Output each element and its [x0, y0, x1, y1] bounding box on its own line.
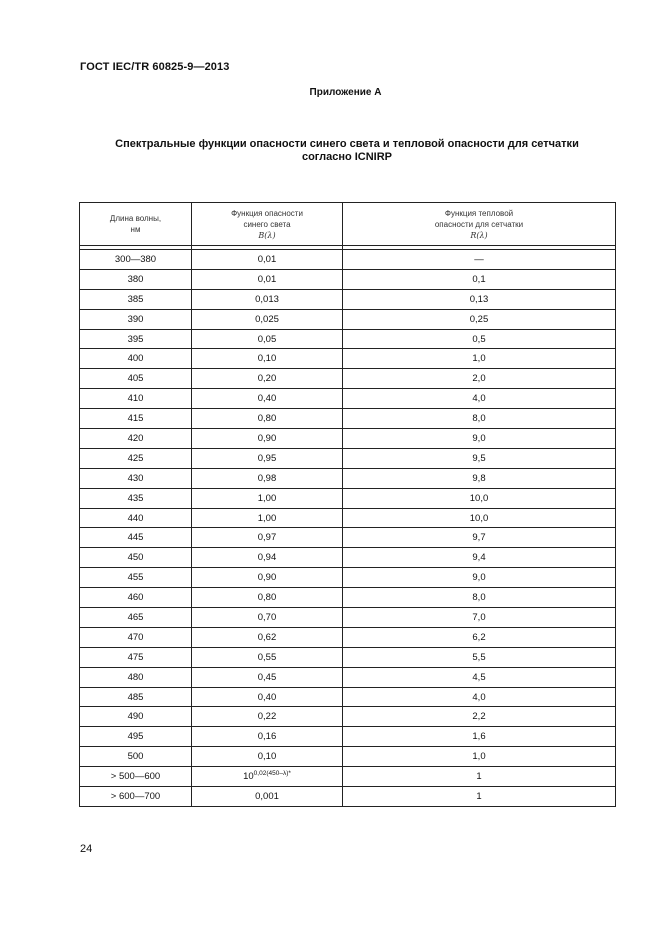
header-wavelength-line2: нм	[130, 225, 141, 234]
cell-thermal: 9,0	[343, 568, 616, 588]
cell-wavelength: 420	[80, 429, 192, 449]
cell-wavelength: 440	[80, 508, 192, 528]
cell-blue: 0,40	[192, 687, 343, 707]
table-row	[80, 588, 616, 608]
table-row	[80, 429, 616, 449]
cell-thermal: 2,0	[343, 369, 616, 389]
cell-thermal: 5,5	[343, 647, 616, 667]
cell-blue: 0,55	[192, 647, 343, 667]
cell-wavelength: 435	[80, 488, 192, 508]
cell-thermal: 10,0	[343, 508, 616, 528]
cell-blue: 0,40	[192, 389, 343, 409]
cell-blue: 0,80	[192, 409, 343, 429]
cell-wavelength: 445	[80, 528, 192, 548]
cell-blue: 0,80	[192, 588, 343, 608]
table-row	[80, 468, 616, 488]
cell-blue: 0,98	[192, 468, 343, 488]
cell-wavelength: 410	[80, 389, 192, 409]
table-row	[80, 568, 616, 588]
table-row	[80, 448, 616, 468]
header-blue-line1: Функция опасности	[231, 208, 303, 218]
cell-thermal: 9,7	[343, 528, 616, 548]
cell-wavelength: 425	[80, 448, 192, 468]
cell-thermal: 1,6	[343, 727, 616, 747]
cell-thermal: 9,8	[343, 468, 616, 488]
table-row	[80, 369, 616, 389]
cell-wavelength: 400	[80, 349, 192, 369]
cell-thermal: 9,5	[343, 448, 616, 468]
cell-wavelength: 430	[80, 468, 192, 488]
cell-thermal: 1	[343, 787, 616, 807]
cell-wavelength: > 600—700	[80, 787, 192, 807]
cell-blue: 1,00	[192, 508, 343, 528]
header-blue-line2: синего света	[243, 219, 291, 229]
table-row	[80, 409, 616, 429]
formula-exponent: 0,02(450–λ)*	[253, 770, 291, 778]
cell-blue: 0,001	[192, 787, 343, 807]
header-thermal-line2: опасности для сетчатки	[434, 219, 524, 229]
table-row	[80, 508, 616, 528]
cell-blue: 0,62	[192, 627, 343, 647]
cell-blue: 0,94	[192, 548, 343, 568]
cell-blue: 0,95	[192, 448, 343, 468]
cell-blue: 0,16	[192, 727, 343, 747]
cell-blue: 0,20	[192, 369, 343, 389]
table-row	[80, 289, 616, 309]
table-row	[80, 627, 616, 647]
cell-wavelength: 450	[80, 548, 192, 568]
cell-wavelength: 480	[80, 667, 192, 687]
cell-wavelength: 470	[80, 627, 192, 647]
cell-thermal: 8,0	[343, 588, 616, 608]
cell-wavelength: 300—380	[80, 250, 192, 270]
table-row	[80, 747, 616, 767]
header-wavelength	[80, 203, 192, 246]
annex-label: Приложение А	[309, 87, 382, 98]
header-wavelength-line1: Длина волны,	[109, 214, 162, 223]
table-row	[80, 707, 616, 727]
cell-thermal: —	[343, 250, 616, 270]
cell-thermal: 1	[343, 767, 616, 787]
cell-blue: 0,45	[192, 667, 343, 687]
cell-thermal: 4,5	[343, 667, 616, 687]
cell-wavelength: 465	[80, 608, 192, 628]
cell-blue: 0,97	[192, 528, 343, 548]
table-row	[80, 250, 616, 270]
standard-designation: ГОСТ IEC/TR 60825-9—2013	[80, 61, 230, 73]
cell-wavelength: 380	[80, 269, 192, 289]
cell-wavelength: 460	[80, 588, 192, 608]
table-row	[80, 687, 616, 707]
page-number: 24	[80, 843, 93, 855]
table-row	[80, 389, 616, 409]
table-row	[80, 349, 616, 369]
cell-thermal: 0,5	[343, 329, 616, 349]
cell-blue: 1,00	[192, 488, 343, 508]
table-row	[80, 548, 616, 568]
title-line-2: согласно ICNIRP	[301, 151, 393, 163]
cell-thermal: 6,2	[343, 627, 616, 647]
cell-wavelength: 405	[80, 369, 192, 389]
cell-blue: 0,013	[192, 289, 343, 309]
cell-blue-formula	[192, 767, 343, 787]
table-row	[80, 608, 616, 628]
cell-thermal: 9,4	[343, 548, 616, 568]
cell-wavelength: 500	[80, 747, 192, 767]
header-thermal-hazard	[343, 203, 616, 246]
formula-base: 10	[243, 771, 254, 783]
cell-thermal: 8,0	[343, 409, 616, 429]
table-title	[79, 138, 615, 164]
cell-thermal: 2,2	[343, 707, 616, 727]
cell-thermal: 4,0	[343, 687, 616, 707]
cell-blue: 0,01	[192, 250, 343, 270]
cell-wavelength: 395	[80, 329, 192, 349]
cell-wavelength: > 500—600	[80, 767, 192, 787]
title-line-1: Спектральные функции опасности синего света и тепловой опасности для сетчатки	[115, 138, 579, 150]
header-thermal-line1: Функция тепловой	[444, 208, 514, 218]
cell-thermal: 0,25	[343, 309, 616, 329]
cell-thermal: 10,0	[343, 488, 616, 508]
cell-wavelength: 485	[80, 687, 192, 707]
cell-thermal: 1,0	[343, 349, 616, 369]
header-blue-light-hazard	[192, 203, 343, 246]
cell-thermal: 0,13	[343, 289, 616, 309]
table-row	[80, 727, 616, 747]
header-blue-symbol: B(λ)	[258, 230, 276, 240]
cell-blue: 0,01	[192, 269, 343, 289]
cell-blue: 0,70	[192, 608, 343, 628]
cell-thermal: 1,0	[343, 747, 616, 767]
cell-wavelength: 455	[80, 568, 192, 588]
cell-blue: 0,90	[192, 568, 343, 588]
cell-blue: 0,10	[192, 349, 343, 369]
table-body	[80, 250, 616, 807]
cell-wavelength: 385	[80, 289, 192, 309]
cell-blue: 0,22	[192, 707, 343, 727]
cell-wavelength: 475	[80, 647, 192, 667]
hazard-function-table	[79, 202, 616, 807]
table-row	[80, 528, 616, 548]
cell-wavelength: 490	[80, 707, 192, 727]
cell-thermal: 4,0	[343, 389, 616, 409]
cell-blue: 0,10	[192, 747, 343, 767]
table-row	[80, 647, 616, 667]
cell-blue: 0,025	[192, 309, 343, 329]
table-row	[80, 309, 616, 329]
cell-wavelength: 390	[80, 309, 192, 329]
cell-thermal: 7,0	[343, 608, 616, 628]
table-header-row	[80, 203, 616, 246]
cell-blue: 0,05	[192, 329, 343, 349]
table-row	[80, 488, 616, 508]
header-thermal-symbol: R(λ)	[470, 230, 488, 240]
table-row-last	[80, 787, 616, 807]
table-row-special	[80, 767, 616, 787]
table-row	[80, 667, 616, 687]
cell-thermal: 9,0	[343, 429, 616, 449]
cell-wavelength: 415	[80, 409, 192, 429]
table-row	[80, 329, 616, 349]
table-row	[80, 269, 616, 289]
cell-blue: 0,90	[192, 429, 343, 449]
cell-thermal: 0,1	[343, 269, 616, 289]
cell-wavelength: 495	[80, 727, 192, 747]
